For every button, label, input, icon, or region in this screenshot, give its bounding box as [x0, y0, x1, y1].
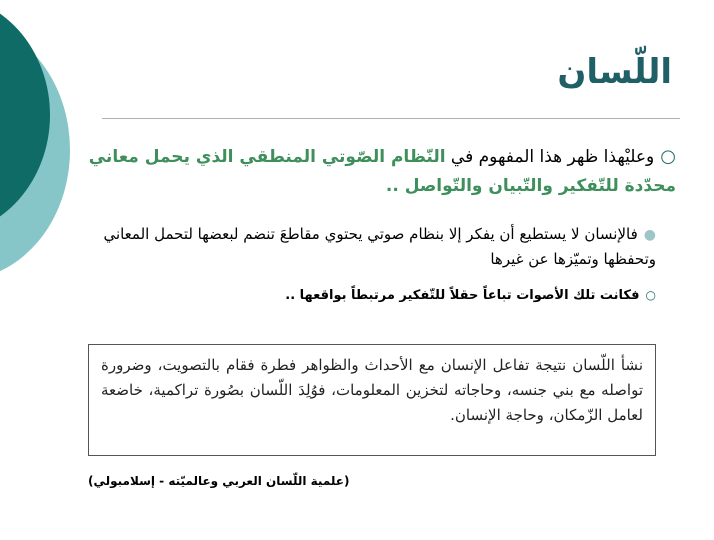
quote-text: نشأ اللّسان نتيجة تفاعل الإنسان مع الأحداث والظواهر فطرة فقام بالتصويت، وضرورة تواصله مع بني جنسه، وحاجاته لتخزين المعلومات، فوُلِدَ اللّسان بصُورة تراكمية، خاضعة لعامل الزّمكان، وحاجة الإنسان. — [101, 356, 643, 424]
title-divider — [102, 118, 680, 119]
point-1 — [86, 142, 676, 201]
circle-bullet-icon: ○ — [660, 146, 676, 167]
point-1-text: وعليْهذا ظهر هذا المفهوم في — [445, 147, 655, 167]
dot-bullet-icon: ● — [643, 227, 656, 243]
point-1-highlight: النّظام الصّوتي المنطقي الذي يحمل معاني محدّدة للتّفكير والتّبيان والتّواصل .. — [88, 147, 676, 196]
point-2 — [96, 222, 656, 271]
point-3-text: فكانت تلك الأصوات تباعاً حقلاً للتّفكير مرتبطاً بواقعها .. — [285, 288, 640, 303]
slide-title: اللّسان — [557, 52, 672, 92]
citation: (علمية اللّسان العربي وعالميّته - إسلامبولي) — [88, 474, 350, 488]
point-2-text: فالإنسان لا يستطيع أن يفكر إلا بنظام صوتي يحتوي مقاطعَ تنضم لبعضها لتحمل المعاني وتحفظها وتميّزها عن غيرها — [103, 225, 656, 268]
quote-box — [88, 344, 656, 456]
small-circle-bullet-icon: ○ — [645, 288, 656, 302]
point-3 — [96, 288, 656, 303]
